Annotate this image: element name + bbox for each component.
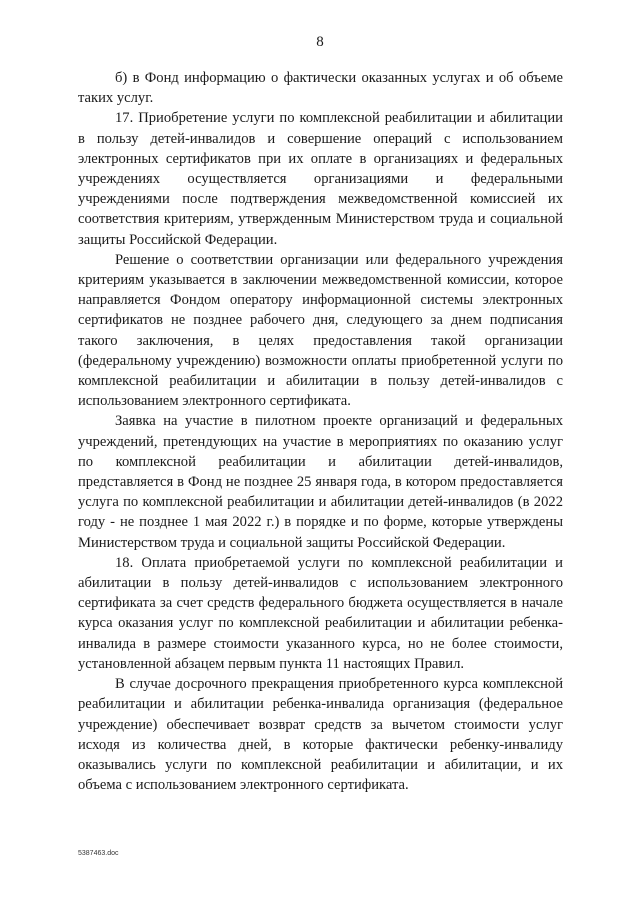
paragraph-item-18: 18. Оплата приобретаемой услуги по комплексной реабилитации и абилитации в пользу детей-инвалидов с использованием электронного сертификата за счет средств федерального бюджета осуществляется в начале курса оказания услуг по комплексной реабилитации и абилитации ребенка-инвалида в размере стоимости указанного курса, но не более стоимости, установленной абзацем первым пункта 11 настоящих Правил.	[78, 554, 563, 672]
footer-doc-id: 5387463.doc	[78, 850, 119, 857]
paragraph-application: Заявка на участие в пилотном проекте организаций и федеральных учреждений, претендующих на участие в мероприятиях по оказанию услуг по комплексной реабилитации и абилитации детей-инвалидов, представляется в Фонд не позднее 25 января года, в котором предоставляется услуга по комплексной реабилитации и абилитации детей-инвалидов (в 2022 году - не позднее 1 мая 2022 г.) в порядке и по форме, которые утверждены Министерством труда и социальной защиты Российской Федерации.	[78, 413, 563, 551]
document-body	[78, 68, 563, 795]
paragraph-early-termination: В случае досрочного прекращения приобретенного курса комплексной реабилитации и абилитации ребенка-инвалида организация (федеральное учреждение) обеспечивает возврат средств за вычетом стоимости услуг исходя из количества дней, в которые фактически ребенку-инвалиду оказывались услуги по комплексной реабилитации и абилитации, и их объема с использованием электронного сертификата.	[78, 676, 563, 794]
paragraph-item-17: 17. Приобретение услуги по комплексной реабилитации и абилитации в пользу детей-инвалидов и совершение операций с использованием электронных сертификатов при их оплате в организациях и федеральных учреждениях осуществляется организациями и федеральными учреждениями после подтверждения межведомственной комиссией их соответствия критериям, утвержденным Министерством труда и социальной защиты Российской Федерации.	[78, 110, 563, 248]
paragraph-clause-b: б) в Фонд информацию о фактически оказанных услугах и об объеме таких услуг.	[78, 70, 563, 107]
paragraph-decision: Решение о соответствии организации или федерального учреждения критериям указывается в заключении межведомственной комиссии, которое направляется Фондом оператору информационной системы электронных сертификатов не позднее рабочего дня, следующего за днем подписания такого заключения, в целях предоставления такой организации (федеральному учреждению) возможности оплаты приобретенной услуги по комплексной реабилитации и абилитации в пользу детей-инвалидов с использованием электронного сертификата.	[78, 251, 563, 410]
page-number: 8	[316, 34, 324, 50]
